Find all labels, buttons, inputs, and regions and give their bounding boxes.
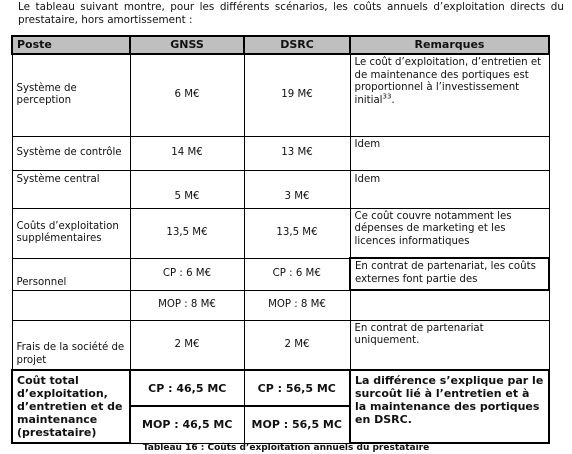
cell-dsrc-supplementaires: 13,5 M€	[244, 208, 350, 258]
cell-dsrc-frais: 2 M€	[244, 320, 350, 370]
cell-gnss-supplementaires: 13,5 M€	[130, 208, 244, 258]
cell-remarque-empty	[350, 290, 549, 320]
header-gnss: GNSS	[130, 36, 244, 54]
cell-remarque-perception	[350, 54, 549, 136]
header-dsrc: DSRC	[244, 36, 350, 54]
cell-gnss-personnel-cp: CP : 6 M€	[130, 258, 244, 290]
row-label-frais: Frais de la société de projet	[12, 320, 130, 370]
cell-remarque-supplementaires: Ce coût couvre notamment les dépenses de marketing et les licences informatiques	[350, 208, 549, 258]
intro-paragraph: Le tableau suivant montre, pour les différents scénarios, les coûts annuels d’exploitation directs du prestataire, hors amortissement :	[18, 1, 564, 26]
cell-gnss-total-mop: MOP : 46,5 MC	[130, 406, 244, 443]
table-row	[12, 136, 549, 170]
operating-costs-table	[11, 35, 550, 444]
cell-gnss-total-cp: CP : 46,5 MC	[130, 370, 244, 406]
row-label-perception: Système de perception	[12, 54, 130, 136]
table-row	[12, 290, 549, 320]
cell-dsrc-total-cp: CP : 56,5 MC	[244, 370, 350, 406]
row-label-supplementaires: Coûts d’exploitation supplémentaires	[12, 208, 130, 258]
footnote-ref: 33	[382, 92, 392, 101]
cell-dsrc-personnel-mop: MOP : 8 M€	[244, 290, 350, 320]
cell-dsrc-personnel-cp: CP : 6 M€	[244, 258, 350, 290]
cell-remarque-frais: En contrat de partenariat uniquement.	[350, 320, 549, 370]
cell-dsrc-perception: 19 M€	[244, 54, 350, 136]
cell-dsrc-controle: 13 M€	[244, 136, 350, 170]
table-caption: Tableau 16 : Coûts d’exploitation annuels du prestataire	[142, 443, 430, 453]
table-row	[12, 208, 549, 258]
row-label-total: Coût total d’exploitation, d’entretien et de maintenance (prestataire)	[12, 370, 130, 443]
row-label-empty	[12, 290, 130, 320]
row-label-controle: Système de contrôle	[12, 136, 130, 170]
cell-remarque-controle: Idem	[350, 136, 549, 170]
table-header-row	[12, 36, 549, 54]
remark-text: Le coût d’exploitation, d’entretien et de maintenance des portiques est proportionnel à l’investissement initial	[354, 57, 542, 106]
table-row	[12, 170, 549, 208]
cell-gnss-controle: 14 M€	[130, 136, 244, 170]
table-row	[12, 320, 549, 370]
cell-remarque-central: Idem	[350, 170, 549, 208]
cell-dsrc-central: 3 M€	[244, 170, 350, 208]
cell-remarque-total: La différence s’explique par le surcoût lié à l’entretien et à la maintenance des portiques en DSRC.	[350, 370, 549, 443]
cell-gnss-central: 5 M€	[130, 170, 244, 208]
remark-end: .	[391, 94, 395, 106]
cell-dsrc-total-mop: MOP : 56,5 MC	[244, 406, 350, 443]
cell-gnss-personnel-mop: MOP : 8 M€	[130, 290, 244, 320]
cell-remarque-personnel: En contrat de partenariat, les coûts externes font partie des	[350, 258, 549, 290]
table-row	[12, 54, 549, 136]
cell-gnss-frais: 2 M€	[130, 320, 244, 370]
table-row	[12, 258, 549, 290]
row-label-central: Système central	[12, 170, 130, 208]
header-remarques: Remarques	[350, 36, 549, 54]
total-row	[12, 370, 549, 406]
cell-gnss-perception: 6 M€	[130, 54, 244, 136]
row-label-personnel: Personnel	[12, 258, 130, 290]
header-poste: Poste	[12, 36, 130, 54]
